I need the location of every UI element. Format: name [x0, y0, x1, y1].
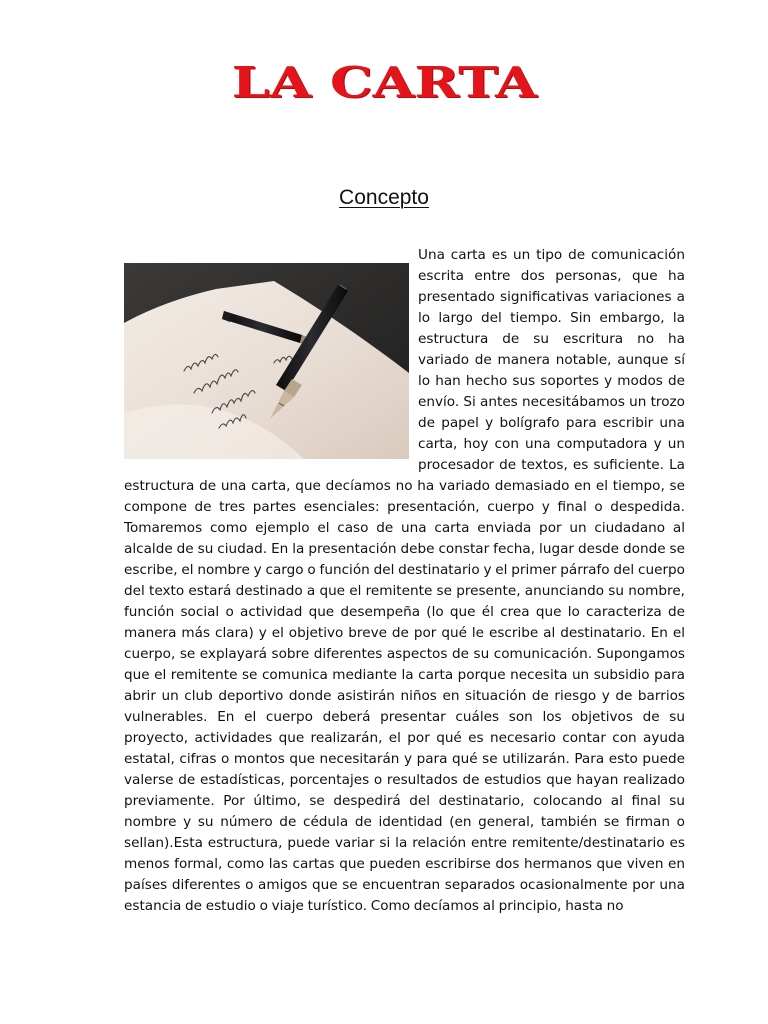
- document-title: LA CARTA: [231, 58, 537, 107]
- section-heading: Concepto: [339, 186, 429, 209]
- body-paragraph: [124, 245, 685, 917]
- fountain-pen-letter-photo: [124, 263, 409, 459]
- paragraph-text: Una carta es un tipo de comunicación escrita entre dos personas, que ha presentado significativas variaciones a lo largo del tiempo. Sin embargo, la estructura de su escritura no ha variado de manera notable, aunque sí lo han hecho sus soportes y modos de envío. Si antes necesitábamos un trozo de papel y bolígrafo para escribir una carta, hoy con una computadora y un procesador de textos, es suficiente. La estructura de una carta, que decíamos no ha variado demasiado en el tiempo, se compone de tres partes esenciales: presentación, cuerpo y final o despedida. Tomaremos como ejemplo el caso de una carta enviada por un ciudadano al alcalde de su ciudad. En la presentación debe constar fecha, lugar desde donde se escribe, el nombre y cargo o función del destinatario y el primer párrafo del cuerpo del texto estará destinado a que el remitente se presente, anunciando su nombre, función social o actividad que desempeña (lo que él crea que lo caracteriza de manera más clara) y el objetivo breve de por qué le escribe al destinatario. En el cuerpo, se explayará sobre diferentes aspectos de su comunicación. Supongamos que el remitente se comunica mediante la carta porque necesita un subsidio para abrir un club deportivo donde asistirán niños en situación de riesgo y de barrios vulnerables. En el cuerpo deberá presentar cuáles son los objetivos de su proyecto, actividades que realizarán, el por qué es necesario contar con ayuda estatal, cifras o montos que necesitarán y para qué se utilizarán. Para esto puede valerse de estadísticas, porcentajes o resultados de estudios que hayan realizado previamente. Por último, se despedirá del destinatario, colocando al final su nombre y su número de cédula de identidad (en general, también se firman o sellan).Esta estructura, puede variar si la relación entre remitente/destinatario es menos formal, como las cartas que pueden escribirse dos hermanos que viven en países diferentes o amigos que se encuentran separados ocasionalmente por una estancia de estudio o viaje turístico. Como decíamos al principio, hasta no: [124, 247, 685, 914]
- title-container: [0, 58, 768, 107]
